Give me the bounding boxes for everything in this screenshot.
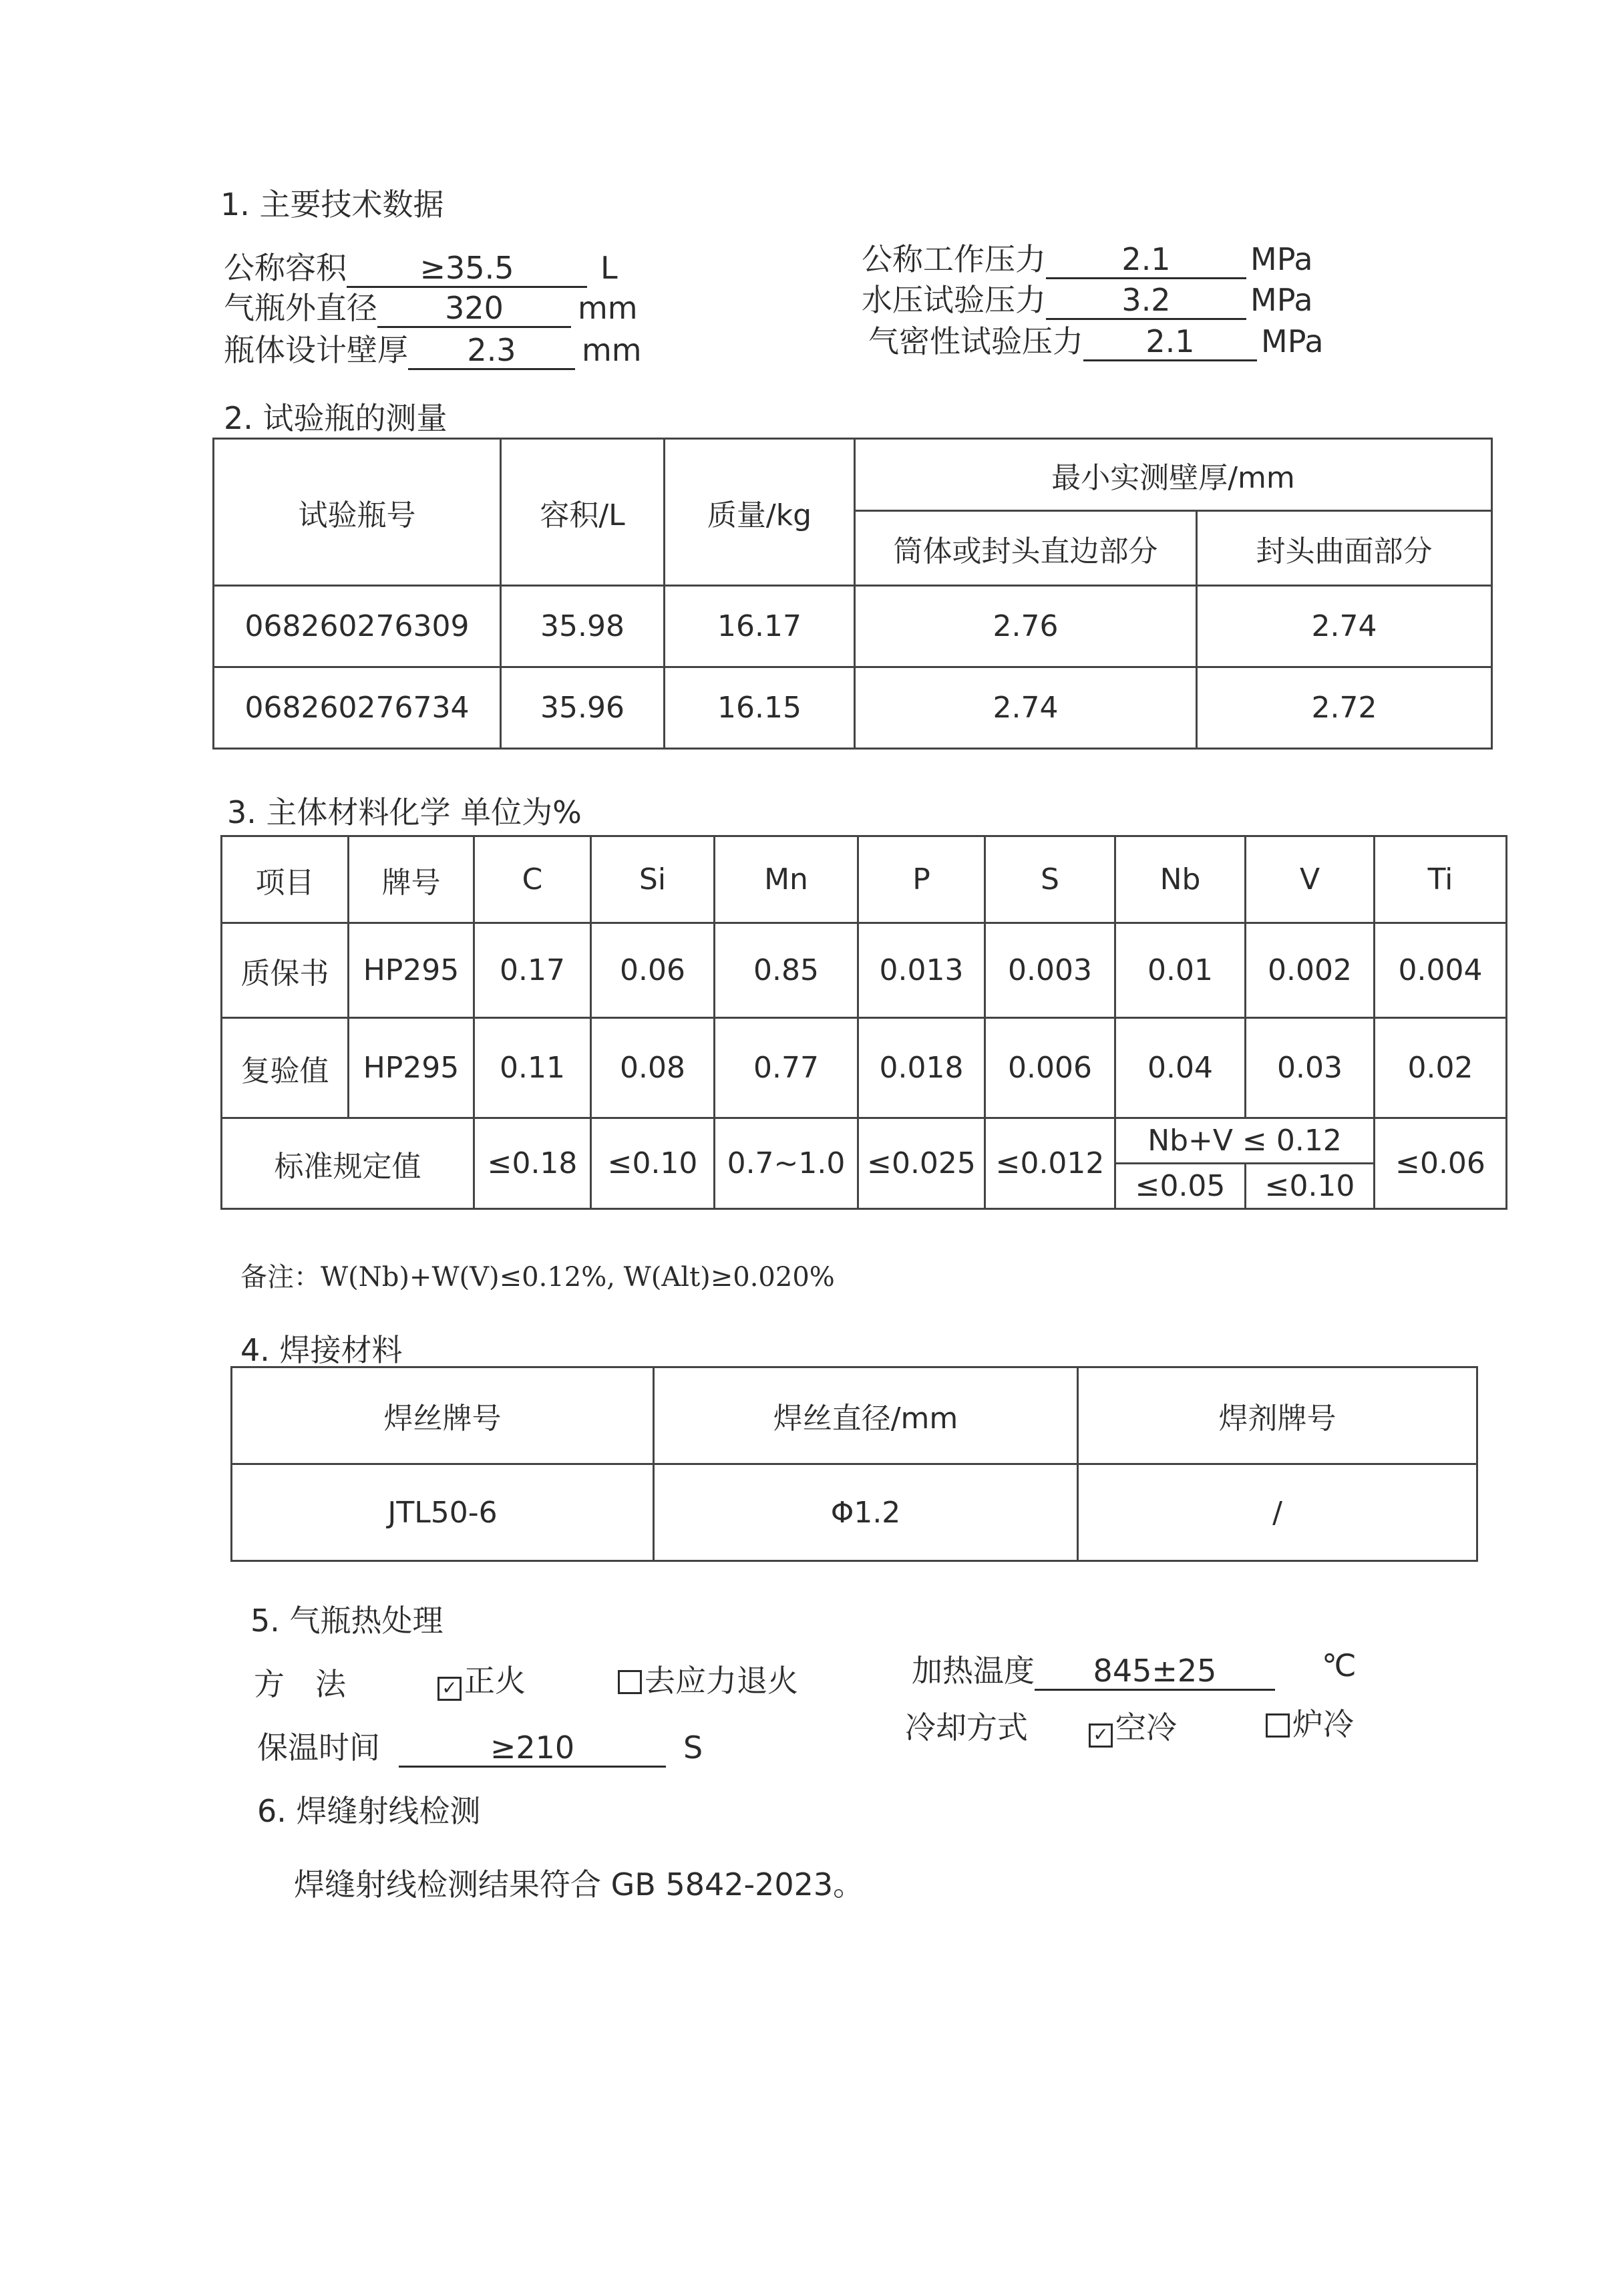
working-pressure-unit: MPa [1250, 241, 1313, 277]
bottle-no-cell: 068260276734 [214, 667, 501, 749]
value-cell: 0.17 [474, 923, 591, 1018]
furnace-cooling-option[interactable] [1266, 1700, 1354, 1744]
th-bottle-no: 试验瓶号 [214, 439, 501, 586]
value-cell: 0.08 [591, 1018, 715, 1118]
section-6-heading: 6. 焊缝射线检测 [257, 1793, 481, 1829]
section-3-heading: 3. 主体材料化学 单位为% [227, 794, 582, 830]
value-cell: 0.11 [474, 1018, 591, 1118]
grade-cell: HP295 [349, 923, 474, 1018]
th-volume: 容积/L [501, 439, 665, 586]
design-wall-value: 2.3 [408, 333, 575, 370]
th-flux-grade: 焊剂牌号 [1078, 1367, 1477, 1464]
method-label: 方 法 [254, 1666, 346, 1702]
normalizing-label: 正火 [464, 1663, 526, 1699]
chemistry-note: 备注：W(Nb)+W(V)≤0.12%, W(Alt)≥0.020% [240, 1262, 835, 1293]
standard-v: ≤0.10 [1246, 1164, 1375, 1209]
standard-p: ≤0.025 [858, 1118, 985, 1209]
outer-diameter-unit: mm [578, 290, 638, 326]
design-wall-label: 瓶体设计壁厚 [224, 332, 408, 368]
standard-s: ≤0.012 [985, 1118, 1115, 1209]
bottle-measurement-table [212, 438, 1493, 750]
heating-temp-value: 845±25 [1035, 1653, 1275, 1691]
value-cell: 0.013 [858, 923, 985, 1018]
cylinder-wall-cell: 2.76 [855, 586, 1197, 667]
section-2-heading: 2. 试验瓶的测量 [224, 400, 448, 436]
nominal-volume-row [224, 244, 618, 288]
bottle-no-cell: 068260276309 [214, 586, 501, 667]
value-cell: 0.006 [985, 1018, 1115, 1118]
grade-cell: HP295 [349, 1018, 474, 1118]
table-row [222, 923, 1507, 1018]
wire-grade-cell: JTL50-6 [232, 1464, 654, 1561]
normalizing-checkbox[interactable]: ✓ [437, 1677, 462, 1701]
air-cooling-checkbox[interactable]: ✓ [1089, 1724, 1113, 1748]
table-row [214, 586, 1492, 667]
value-cell: 0.004 [1375, 923, 1507, 1018]
working-pressure-value: 2.1 [1046, 242, 1246, 279]
hydro-pressure-value: 3.2 [1046, 283, 1246, 320]
outer-diameter-value: 320 [377, 291, 571, 328]
nominal-volume-label: 公称容积 [224, 250, 347, 286]
chemical-composition-table [220, 835, 1507, 1210]
airtight-pressure-value: 2.1 [1083, 324, 1257, 361]
stress-relief-checkbox[interactable] [618, 1670, 642, 1694]
flux-grade-cell: / [1078, 1464, 1477, 1561]
value-cell: 0.02 [1375, 1018, 1507, 1118]
hydro-pressure-label: 水压试验压力 [862, 282, 1046, 318]
value-cell: 0.85 [715, 923, 858, 1018]
table-row [222, 1018, 1507, 1118]
standard-nb: ≤0.05 [1115, 1164, 1246, 1209]
value-cell: 0.002 [1246, 923, 1375, 1018]
value-cell: 0.01 [1115, 923, 1246, 1018]
nominal-volume-value: ≥35.5 [347, 251, 587, 288]
standard-ti: ≤0.06 [1375, 1118, 1507, 1209]
airtight-pressure-unit: MPa [1261, 323, 1324, 359]
mass-cell: 16.15 [665, 667, 855, 749]
holding-time-row [257, 1724, 703, 1768]
working-pressure-row [862, 235, 1313, 279]
head-wall-cell: 2.72 [1197, 667, 1492, 749]
design-wall-row [224, 326, 642, 370]
th-v: V [1246, 836, 1375, 923]
heating-temp-label: 加热温度 [912, 1653, 1035, 1689]
standard-c: ≤0.18 [474, 1118, 591, 1209]
th-wire-diameter: 焊丝直径/mm [654, 1367, 1078, 1464]
standard-nb-v: Nb+V ≤ 0.12 [1115, 1118, 1375, 1164]
mass-cell: 16.17 [665, 586, 855, 667]
furnace-cooling-checkbox[interactable] [1266, 1713, 1290, 1738]
row-label: 复验值 [222, 1018, 349, 1118]
th-si: Si [591, 836, 715, 923]
section-4-heading: 4. 焊接材料 [240, 1332, 403, 1368]
heating-temp-row [912, 1647, 1357, 1691]
th-mass: 质量/kg [665, 439, 855, 586]
value-cell: 0.018 [858, 1018, 985, 1118]
welding-material-table [230, 1366, 1478, 1562]
value-cell: 0.04 [1115, 1018, 1246, 1118]
furnace-cooling-label: 炉冷 [1292, 1706, 1354, 1742]
nominal-volume-unit: L [600, 250, 618, 286]
th-item: 项目 [222, 836, 349, 923]
th-mn: Mn [715, 836, 858, 923]
th-ti: Ti [1375, 836, 1507, 923]
th-nb: Nb [1115, 836, 1246, 923]
standard-row [222, 1118, 1507, 1164]
th-c: C [474, 836, 591, 923]
air-cooling-option[interactable] [1089, 1703, 1177, 1748]
cooling-label: 冷却方式 [905, 1709, 1028, 1746]
volume-cell: 35.96 [501, 667, 665, 749]
standard-mn: 0.7~1.0 [715, 1118, 858, 1209]
design-wall-unit: mm [582, 332, 642, 368]
outer-diameter-row [224, 284, 638, 328]
th-cylinder: 筒体或封头直边部分 [855, 511, 1197, 586]
value-cell: 0.003 [985, 923, 1115, 1018]
th-head: 封头曲面部分 [1197, 511, 1492, 586]
radiography-result: 焊缝射线检测结果符合 GB 5842-2023。 [294, 1866, 864, 1903]
value-cell: 0.06 [591, 923, 715, 1018]
air-cooling-label: 空冷 [1115, 1709, 1177, 1746]
volume-cell: 35.98 [501, 586, 665, 667]
normalizing-option[interactable] [437, 1657, 526, 1701]
airtight-pressure-row [868, 317, 1324, 361]
heating-temp-unit: ℃ [1322, 1647, 1357, 1683]
wire-diameter-cell: Φ1.2 [654, 1464, 1078, 1561]
value-cell: 0.03 [1246, 1018, 1375, 1118]
table-header-row [232, 1367, 1477, 1464]
th-p: P [858, 836, 985, 923]
table-header-row [222, 836, 1507, 923]
outer-diameter-label: 气瓶外直径 [224, 290, 377, 326]
value-cell: 0.77 [715, 1018, 858, 1118]
section-1-heading: 1. 主要技术数据 [220, 186, 444, 222]
section-5-heading: 5. 气瓶热处理 [250, 1603, 443, 1639]
row-label: 质保书 [222, 923, 349, 1018]
standard-label: 标准规定值 [222, 1118, 474, 1209]
head-wall-cell: 2.74 [1197, 586, 1492, 667]
th-min-wall: 最小实测壁厚/mm [855, 439, 1492, 511]
th-s: S [985, 836, 1115, 923]
th-wire-grade: 焊丝牌号 [232, 1367, 654, 1464]
holding-time-label: 保温时间 [257, 1730, 380, 1766]
airtight-pressure-label: 气密性试验压力 [868, 323, 1083, 359]
cylinder-wall-cell: 2.74 [855, 667, 1197, 749]
hydro-pressure-row [862, 276, 1313, 320]
working-pressure-label: 公称工作压力 [862, 241, 1046, 277]
stress-relief-label: 去应力退火 [645, 1663, 798, 1699]
th-grade: 牌号 [349, 836, 474, 923]
holding-time-value: ≥210 [399, 1730, 666, 1768]
hydro-pressure-unit: MPa [1250, 282, 1313, 318]
standard-si: ≤0.10 [591, 1118, 715, 1209]
stress-relief-option[interactable] [618, 1657, 798, 1701]
table-row [232, 1464, 1477, 1561]
holding-time-unit: S [683, 1730, 703, 1766]
table-row [214, 667, 1492, 749]
